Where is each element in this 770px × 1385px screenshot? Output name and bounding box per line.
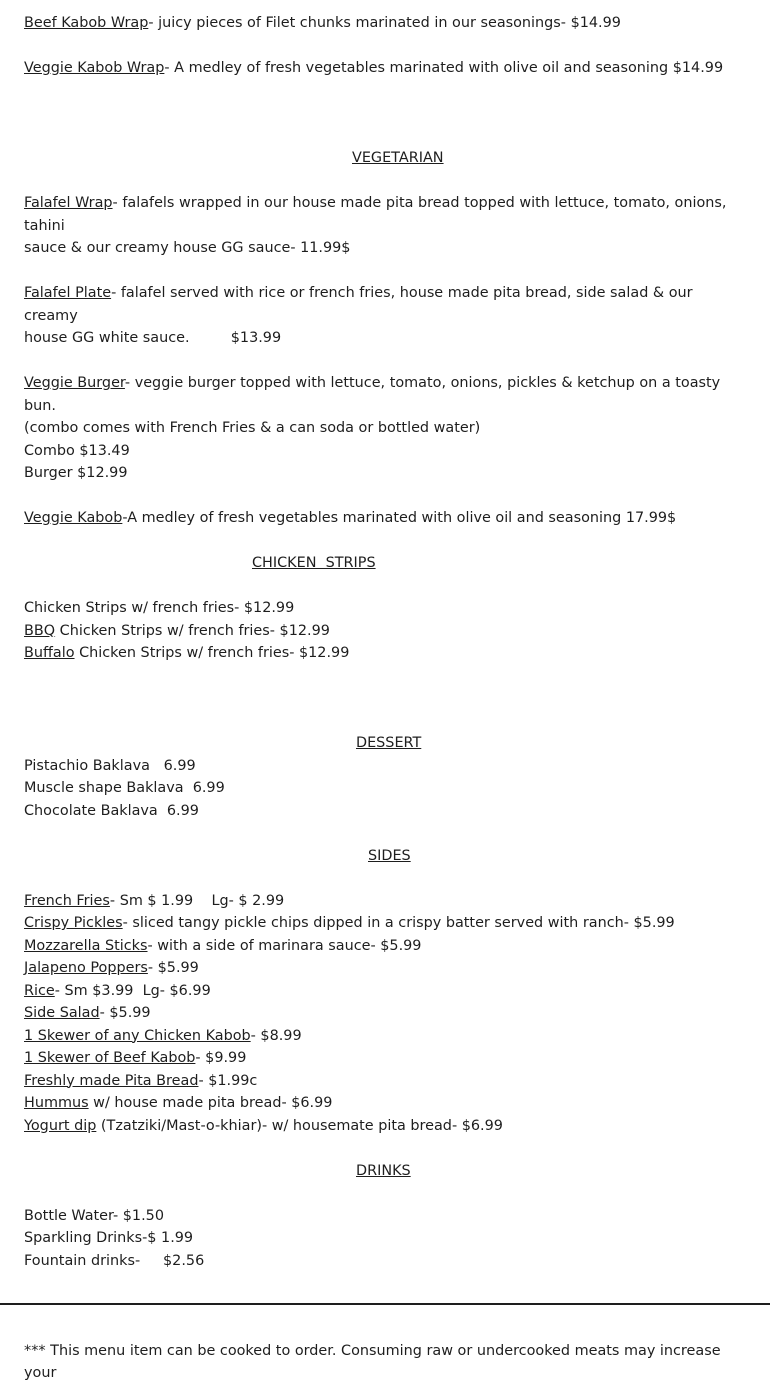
spacer — [24, 822, 748, 845]
spacer — [24, 687, 748, 710]
item-desc: - $8.99 — [250, 1027, 302, 1044]
item-desc: - $9.99 — [195, 1050, 247, 1066]
dessert-item: Chocolate Baklava 6.99 — [24, 802, 199, 819]
item-name: French Fries — [24, 892, 110, 909]
spacer — [24, 80, 748, 103]
side-item — [24, 1070, 748, 1093]
dessert-heading-line — [24, 732, 748, 755]
item-desc: - $5.99 — [147, 960, 199, 976]
menu-item-falafel-wrap-cont: sauce & our creamy house GG sauce- 11.99$ — [24, 240, 351, 256]
item-name: Hummus — [24, 1095, 89, 1111]
item-prefix: BBQ — [24, 622, 56, 639]
side-item — [24, 1092, 748, 1115]
section-heading-chicken-strips: CHICKEN STRIPS — [252, 555, 376, 571]
side-item — [24, 890, 748, 913]
spacer — [24, 530, 748, 553]
item-name: Falafel Plate — [24, 285, 112, 301]
menu-content — [24, 12, 748, 1385]
spacer — [24, 102, 748, 125]
menu-item-beef-kabob-wrap — [24, 12, 748, 35]
item-desc: - sliced tangy pickle chips dipped in a crispy batter served with ranch- $5.99 — [122, 915, 675, 931]
item-desc: - $5.99 — [99, 1005, 151, 1021]
menu-item-veggie-burger-burger: Burger $12.99 — [24, 465, 128, 481]
item-name: 1 Skewer of any Chicken Kabob — [24, 1027, 251, 1044]
drink-item: Sparkling Drinks-$ 1.99 — [24, 1230, 194, 1246]
spacer — [24, 665, 748, 688]
item-name: Crispy Pickles — [24, 915, 123, 931]
menu-item-veggie-burger — [24, 372, 748, 417]
section-heading-sides: SIDES — [368, 847, 411, 864]
item-name: Veggie Kabob — [24, 510, 123, 526]
item-desc: (Tzatziki/Mast-o-khiar)- w/ housemate pita bread- $6.99 — [96, 1117, 503, 1134]
item-name: Yogurt dip — [24, 1117, 97, 1134]
item-desc: Chicken Strips w/ french fries- $12.99 — [55, 622, 330, 639]
menu-item-veggie-burger-note: (combo comes with French Fries & a can soda or bottled water) — [24, 420, 481, 436]
item-name: Veggie Burger — [24, 375, 125, 391]
menu-item-veggie-burger-combo: Combo $13.49 — [24, 442, 130, 459]
item-desc: -A medley of fresh vegetables marinated with olive oil and seasoning 17.99$ — [122, 510, 677, 526]
side-item — [24, 912, 748, 935]
spacer — [24, 485, 748, 508]
menu-item-bbq-chicken-strips — [24, 620, 748, 643]
item-prefix: Buffalo — [24, 645, 75, 661]
menu-item-veggie-kabob — [24, 507, 748, 530]
menu-item-chicken-strips: Chicken Strips w/ french fries- $12.99 — [24, 600, 295, 616]
spacer — [24, 350, 748, 373]
item-name: Jalapeno Poppers — [24, 960, 148, 976]
dessert-item: Muscle shape Baklava 6.99 — [24, 780, 225, 796]
item-desc: - veggie burger topped with lettuce, tomato, onions, pickles & ketchup on a toasty bun. — [24, 375, 725, 414]
spacer — [24, 170, 748, 193]
spacer — [24, 1272, 748, 1295]
item-desc: - with a side of marinara sauce- $5.99 — [147, 937, 422, 954]
item-name: Rice — [24, 982, 55, 999]
spacer — [24, 35, 748, 58]
side-item — [24, 1002, 748, 1025]
drink-item: Fountain drinks- $2.56 — [24, 1252, 205, 1269]
side-item — [24, 980, 748, 1003]
spacer — [24, 575, 748, 598]
spacer — [24, 1317, 748, 1340]
item-desc: - A medley of fresh vegetables marinated with olive oil and seasoning $14.99 — [164, 60, 724, 76]
item-desc: - juicy pieces of Filet chunks marinated in our seasonings- $14.99 — [148, 15, 621, 31]
side-item — [24, 935, 748, 958]
menu-item-falafel-wrap — [24, 192, 748, 237]
item-desc: - falafels wrapped in our house made pita bread topped with lettuce, tomato, onions, tahini — [24, 195, 732, 234]
chicken-strips-heading-line — [24, 552, 748, 575]
spacer — [24, 1295, 748, 1318]
side-item — [24, 957, 748, 980]
sides-heading-line — [24, 845, 748, 868]
item-name: Beef Kabob Wrap — [24, 15, 149, 31]
side-item — [24, 1115, 748, 1138]
menu-item-buffalo-chicken-strips — [24, 642, 748, 665]
dessert-item: Pistachio Baklava 6.99 — [24, 757, 196, 774]
spacer — [24, 1137, 748, 1160]
section-heading-vegetarian: VEGETARIAN — [352, 150, 444, 166]
item-desc: - $1.99c — [198, 1072, 258, 1089]
spacer — [24, 710, 748, 733]
vegetarian-heading-line — [24, 147, 748, 170]
spacer — [24, 260, 748, 283]
footer-note: *** This menu item can be cooked to order. Consuming raw or undercooked meats may increase your — [24, 1342, 726, 1381]
item-name: 1 Skewer of Beef Kabob — [24, 1050, 196, 1066]
side-item — [24, 1025, 748, 1048]
menu-item-falafel-plate-cont: house GG white sauce. $13.99 — [24, 330, 282, 346]
section-heading-dessert: DESSERT — [356, 735, 422, 751]
item-name: Falafel Wrap — [24, 195, 113, 211]
item-desc: - Sm $ 1.99 Lg- $ 2.99 — [109, 892, 285, 909]
menu-item-veggie-kabob-wrap — [24, 57, 748, 80]
item-desc: w/ house made pita bread- $6.99 — [88, 1095, 333, 1111]
spacer — [24, 125, 748, 148]
item-name: Side Salad — [24, 1005, 100, 1021]
item-desc: - Sm $3.99 Lg- $6.99 — [54, 982, 211, 999]
spacer — [24, 867, 748, 890]
item-name: Mozzarella Sticks — [24, 937, 148, 954]
item-desc: - falafel served with rice or french fries, house made pita bread, side salad & our creamy — [24, 285, 698, 324]
item-name: Veggie Kabob Wrap — [24, 60, 165, 76]
section-heading-drinks: DRINKS — [356, 1162, 411, 1179]
side-item — [24, 1047, 748, 1070]
drinks-heading-line — [24, 1160, 748, 1183]
drink-item: Bottle Water- $1.50 — [24, 1207, 164, 1224]
item-name: Freshly made Pita Bread — [24, 1072, 199, 1089]
spacer — [24, 1182, 748, 1205]
item-desc: Chicken Strips w/ french fries- $12.99 — [74, 645, 350, 661]
menu-item-falafel-plate — [24, 282, 748, 327]
